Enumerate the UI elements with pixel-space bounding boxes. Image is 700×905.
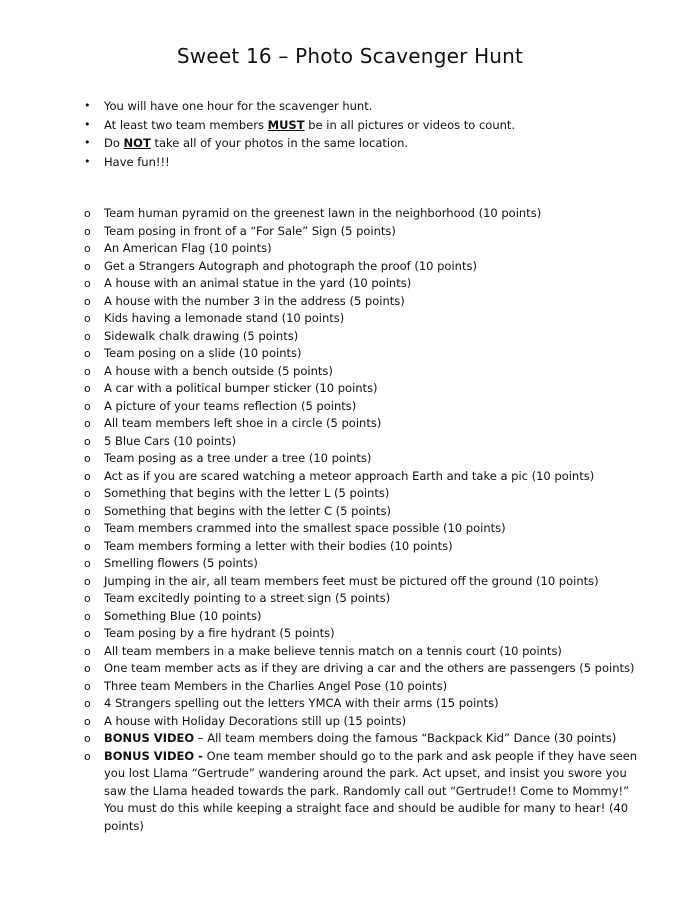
list-item bbox=[84, 415, 644, 433]
item-text: Three team Members in the Charlies Angel Pose (10 points) bbox=[104, 678, 448, 693]
list-item bbox=[84, 468, 644, 486]
hollow-bullet-icon: o bbox=[84, 294, 91, 308]
rule-item bbox=[84, 116, 664, 135]
item-text: Team posing in front of a “For Sale” Sign (5 points) bbox=[104, 223, 396, 238]
list-item bbox=[84, 538, 644, 556]
filled-bullet-icon: • bbox=[84, 99, 91, 112]
item-text: Team members crammed into the smallest space possible (10 points) bbox=[104, 521, 506, 535]
list-item bbox=[84, 275, 644, 293]
item-text: A house with Holiday Decorations still up (15 points) bbox=[104, 713, 407, 728]
list-item bbox=[84, 223, 644, 241]
rule-text: Have fun!!! bbox=[104, 154, 170, 169]
list-item bbox=[84, 293, 644, 311]
rule-emphasis: MUST bbox=[267, 117, 305, 132]
item-text: All team members left shoe in a circle (5 points) bbox=[104, 416, 382, 430]
item-text: Smelling flowers (5 points) bbox=[104, 556, 258, 570]
rule-emphasis: NOT bbox=[123, 136, 151, 150]
list-item bbox=[84, 608, 644, 626]
rule-text: be in all pictures or videos to count. bbox=[304, 117, 516, 132]
hollow-bullet-icon: o bbox=[84, 732, 91, 745]
list-item bbox=[84, 625, 644, 643]
item-text: Sidewalk chalk drawing (5 points) bbox=[104, 328, 299, 343]
hollow-bullet-icon: o bbox=[84, 557, 91, 570]
hollow-bullet-icon: o bbox=[84, 417, 91, 430]
item-text: Something that begins with the letter L (5 points) bbox=[104, 486, 390, 500]
hollow-bullet-icon: o bbox=[84, 749, 91, 763]
hollow-bullet-icon: o bbox=[84, 679, 91, 693]
list-item bbox=[84, 590, 644, 608]
item-text: An American Flag (10 points) bbox=[104, 241, 272, 255]
list-item bbox=[84, 485, 644, 503]
hollow-bullet-icon: o bbox=[84, 469, 91, 483]
item-text: Get a Strangers Autograph and photograph the proof (10 points) bbox=[104, 258, 477, 273]
item-text: A house with an animal statue in the yard (10 points) bbox=[104, 276, 412, 290]
item-text: Something that begins with the letter C (5 points) bbox=[104, 503, 391, 518]
list-item bbox=[84, 398, 644, 416]
rule-item bbox=[84, 97, 664, 116]
item-text: Team posing as a tree under a tree (10 points) bbox=[104, 451, 372, 465]
list-item bbox=[84, 503, 644, 521]
hollow-bullet-icon: o bbox=[84, 522, 91, 535]
bonus-item bbox=[84, 748, 644, 836]
hollow-bullet-icon: o bbox=[84, 714, 91, 728]
bonus-label: BONUS VIDEO bbox=[104, 731, 195, 745]
item-text: Something Blue (10 points) bbox=[104, 608, 262, 623]
bonus-label: BONUS VIDEO - bbox=[104, 748, 203, 763]
rules-list bbox=[84, 97, 664, 171]
hollow-bullet-icon: o bbox=[84, 627, 91, 640]
hollow-bullet-icon: o bbox=[84, 382, 91, 395]
item-text: A picture of your teams reflection (5 points) bbox=[104, 398, 357, 413]
item-text: A house with a bench outside (5 points) bbox=[104, 363, 333, 378]
bonus-item bbox=[84, 730, 644, 748]
page-title: Sweet 16 – Photo Scavenger Hunt bbox=[176, 44, 524, 68]
list-item bbox=[84, 240, 644, 258]
list-item bbox=[84, 555, 644, 573]
rule-text: Do bbox=[104, 136, 124, 150]
item-text: Team members forming a letter with their bodies (10 points) bbox=[104, 538, 453, 553]
item-text: A house with the number 3 in the address (5 points) bbox=[104, 293, 405, 308]
hollow-bullet-icon: o bbox=[84, 399, 91, 413]
bonus-text: One team member should go to the park and ask people if they have seen you lost Llama “Gertrude” wandering around the park. Act upset, and insist you swore you saw the Llama headed towards the park. Randomly call out “Gertrude!! Come to Mommy!” You must do this while keeping a straight face and should be audible for many to hear! (40 points) bbox=[104, 748, 638, 833]
list-item bbox=[84, 573, 644, 591]
hollow-bullet-icon: o bbox=[84, 434, 91, 448]
hollow-bullet-icon: o bbox=[84, 224, 91, 238]
list-item bbox=[84, 660, 644, 678]
hollow-bullet-icon: o bbox=[84, 609, 91, 623]
hollow-bullet-icon: o bbox=[84, 452, 91, 465]
list-item bbox=[84, 328, 644, 346]
filled-bullet-icon: • bbox=[84, 154, 91, 168]
item-text: A car with a political bumper sticker (10 points) bbox=[104, 381, 378, 395]
list-item bbox=[84, 363, 644, 381]
item-text: Team posing by a fire hydrant (5 points) bbox=[104, 626, 335, 640]
rule-text: take all of your photos in the same location. bbox=[150, 136, 409, 150]
list-item bbox=[84, 678, 644, 696]
item-text: 4 Strangers spelling out the letters YMCA with their arms (15 points) bbox=[104, 696, 499, 710]
item-text: One team member acts as if they are driving a car and the others are passengers (5 points) bbox=[104, 661, 635, 675]
hollow-bullet-icon: o bbox=[84, 574, 91, 588]
rule-text: At least two team members bbox=[104, 117, 268, 132]
hollow-bullet-icon: o bbox=[84, 644, 91, 658]
bonus-text: – All team members doing the famous “Backpack Kid” Dance (30 points) bbox=[194, 731, 617, 745]
hollow-bullet-icon: o bbox=[84, 487, 91, 500]
hollow-bullet-icon: o bbox=[84, 504, 91, 518]
item-text: All team members in a make believe tennis match on a tennis court (10 points) bbox=[104, 643, 562, 658]
item-text: Team excitedly pointing to a street sign (5 points) bbox=[104, 591, 391, 605]
item-text: Team posing on a slide (10 points) bbox=[104, 346, 302, 360]
list-item bbox=[84, 713, 644, 731]
hollow-bullet-icon: o bbox=[84, 259, 91, 273]
list-item bbox=[84, 380, 644, 398]
item-text: 5 Blue Cars (10 points) bbox=[104, 433, 237, 448]
list-item bbox=[84, 433, 644, 451]
hollow-bullet-icon: o bbox=[84, 592, 91, 605]
hollow-bullet-icon: o bbox=[84, 329, 91, 343]
hollow-bullet-icon: o bbox=[84, 207, 91, 220]
hollow-bullet-icon: o bbox=[84, 347, 91, 360]
list-item bbox=[84, 643, 644, 661]
list-item bbox=[84, 258, 644, 276]
list-item bbox=[84, 310, 644, 328]
rule-item bbox=[84, 134, 664, 153]
list-item bbox=[84, 520, 644, 538]
rule-item bbox=[84, 153, 664, 172]
item-text: Act as if you are scared watching a meteor approach Earth and take a pic (10 points) bbox=[104, 468, 595, 483]
list-item bbox=[84, 695, 644, 713]
hollow-bullet-icon: o bbox=[84, 539, 91, 553]
hollow-bullet-icon: o bbox=[84, 277, 91, 290]
hollow-bullet-icon: o bbox=[84, 242, 91, 255]
item-text: Jumping in the air, all team members feet must be pictured off the ground (10 points) bbox=[104, 573, 599, 588]
rule-text: You will have one hour for the scavenger hunt. bbox=[104, 99, 373, 113]
hollow-bullet-icon: o bbox=[84, 364, 91, 378]
item-text: Kids having a lemonade stand (10 points) bbox=[104, 311, 345, 325]
hollow-bullet-icon: o bbox=[84, 662, 91, 675]
list-item bbox=[84, 450, 644, 468]
item-text: Team human pyramid on the greenest lawn in the neighborhood (10 points) bbox=[104, 206, 542, 220]
list-item bbox=[84, 345, 644, 363]
hollow-bullet-icon: o bbox=[84, 697, 91, 710]
filled-bullet-icon: • bbox=[84, 136, 91, 149]
hollow-bullet-icon: o bbox=[84, 312, 91, 325]
list-item bbox=[84, 205, 644, 223]
filled-bullet-icon: • bbox=[84, 117, 91, 131]
scavenger-items-list bbox=[84, 205, 644, 835]
